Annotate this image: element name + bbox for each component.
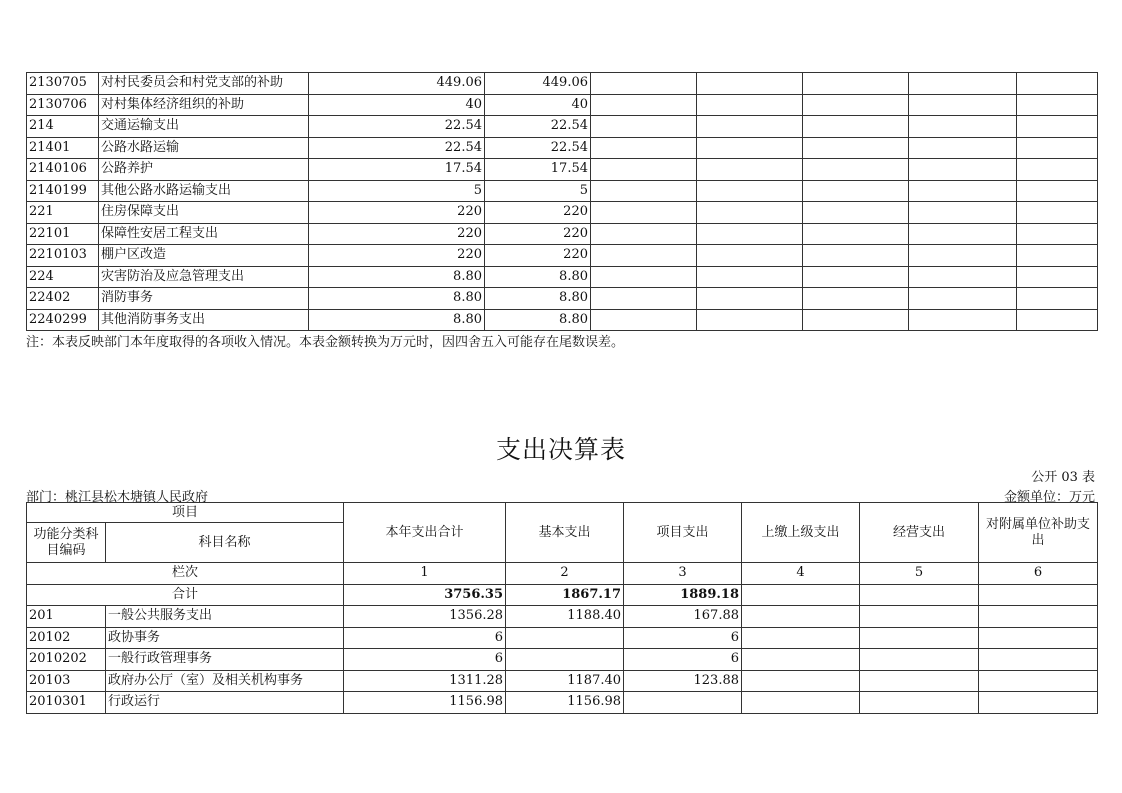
header-name: 科目名称 bbox=[106, 523, 344, 563]
amount-cell: 22.54 bbox=[485, 116, 591, 138]
table-row bbox=[27, 137, 1098, 159]
subject-code: 2010202 bbox=[27, 649, 106, 671]
amount-total: 1311.28 bbox=[344, 670, 506, 692]
column-index: 4 bbox=[742, 563, 860, 585]
amount-cell: 8.80 bbox=[309, 266, 485, 288]
amount-project: 167.88 bbox=[624, 606, 742, 628]
empty-cell bbox=[909, 266, 1017, 288]
empty-cell bbox=[591, 266, 697, 288]
column-index: 5 bbox=[860, 563, 979, 585]
header-code: 功能分类科目编码 bbox=[27, 523, 106, 563]
subject-name: 政协事务 bbox=[106, 627, 344, 649]
total-amount: 3756.35 bbox=[344, 584, 506, 606]
amount-cell: 22.54 bbox=[309, 116, 485, 138]
empty-cell bbox=[591, 223, 697, 245]
empty-cell bbox=[979, 584, 1098, 606]
subject-name: 灾害防治及应急管理支出 bbox=[99, 266, 309, 288]
subject-name: 行政运行 bbox=[106, 692, 344, 714]
income-table-continuation bbox=[26, 72, 1098, 331]
subject-name: 交通运输支出 bbox=[99, 116, 309, 138]
table-row bbox=[27, 288, 1098, 310]
column-index-label: 栏次 bbox=[27, 563, 344, 585]
empty-cell bbox=[803, 309, 909, 331]
empty-cell bbox=[860, 670, 979, 692]
empty-cell bbox=[591, 159, 697, 181]
empty-cell bbox=[591, 73, 697, 95]
amount-cell: 220 bbox=[309, 245, 485, 267]
empty-cell bbox=[697, 159, 803, 181]
column-index: 1 bbox=[344, 563, 506, 585]
amount-cell: 8.80 bbox=[309, 288, 485, 310]
empty-cell bbox=[1017, 266, 1098, 288]
amount-cell: 5 bbox=[485, 180, 591, 202]
empty-cell bbox=[591, 245, 697, 267]
empty-cell bbox=[697, 180, 803, 202]
page-title: 支出决算表 bbox=[495, 435, 626, 464]
amount-basic bbox=[506, 649, 624, 671]
empty-cell bbox=[1017, 245, 1098, 267]
empty-cell bbox=[591, 202, 697, 224]
table-note: 注：本表反映部门本年度取得的各项收入情况。本表金额转换为万元时，因四舍五入可能存在尾数误差。 bbox=[26, 335, 625, 350]
subject-name: 住房保障支出 bbox=[99, 202, 309, 224]
header-total: 本年支出合计 bbox=[344, 503, 506, 563]
empty-cell bbox=[803, 180, 909, 202]
empty-cell bbox=[742, 649, 860, 671]
empty-cell bbox=[742, 627, 860, 649]
subject-name: 保障性安居工程支出 bbox=[99, 223, 309, 245]
table-row bbox=[27, 180, 1098, 202]
amount-cell: 8.80 bbox=[309, 309, 485, 331]
empty-cell bbox=[1017, 288, 1098, 310]
empty-cell bbox=[909, 159, 1017, 181]
subject-name: 其他公路水路运输支出 bbox=[99, 180, 309, 202]
subject-code: 21401 bbox=[27, 137, 99, 159]
amount-cell: 220 bbox=[309, 223, 485, 245]
amount-total: 6 bbox=[344, 649, 506, 671]
table-row bbox=[27, 116, 1098, 138]
amount-total: 1356.28 bbox=[344, 606, 506, 628]
empty-cell bbox=[1017, 94, 1098, 116]
header-project-expense: 项目支出 bbox=[624, 503, 742, 563]
total-row bbox=[27, 584, 1098, 606]
empty-cell bbox=[1017, 180, 1098, 202]
table-row bbox=[27, 627, 1098, 649]
empty-cell bbox=[860, 584, 979, 606]
amount-basic: 1187.40 bbox=[506, 670, 624, 692]
empty-cell bbox=[742, 584, 860, 606]
subject-code: 2140199 bbox=[27, 180, 99, 202]
subject-code: 22101 bbox=[27, 223, 99, 245]
column-index: 2 bbox=[506, 563, 624, 585]
empty-cell bbox=[803, 288, 909, 310]
subject-code: 221 bbox=[27, 202, 99, 224]
column-index: 6 bbox=[979, 563, 1098, 585]
table-row bbox=[27, 670, 1098, 692]
empty-cell bbox=[1017, 202, 1098, 224]
empty-cell bbox=[803, 223, 909, 245]
amount-cell: 17.54 bbox=[309, 159, 485, 181]
subject-name: 棚户区改造 bbox=[99, 245, 309, 267]
empty-cell bbox=[803, 245, 909, 267]
empty-cell bbox=[697, 245, 803, 267]
column-index-row bbox=[27, 563, 1098, 585]
empty-cell bbox=[979, 692, 1098, 714]
empty-cell bbox=[803, 116, 909, 138]
empty-cell bbox=[979, 627, 1098, 649]
empty-cell bbox=[909, 309, 1017, 331]
amount-cell: 220 bbox=[485, 245, 591, 267]
empty-cell bbox=[697, 116, 803, 138]
subject-code: 2130705 bbox=[27, 73, 99, 95]
empty-cell bbox=[803, 73, 909, 95]
empty-cell bbox=[909, 116, 1017, 138]
empty-cell bbox=[697, 94, 803, 116]
empty-cell bbox=[697, 223, 803, 245]
empty-cell bbox=[979, 670, 1098, 692]
empty-cell bbox=[1017, 73, 1098, 95]
subject-code: 2210103 bbox=[27, 245, 99, 267]
empty-cell bbox=[742, 606, 860, 628]
expense-table bbox=[26, 502, 1098, 714]
amount-cell: 22.54 bbox=[485, 137, 591, 159]
table-row bbox=[27, 606, 1098, 628]
empty-cell bbox=[742, 670, 860, 692]
subject-code: 2240299 bbox=[27, 309, 99, 331]
header-row bbox=[27, 503, 1098, 523]
empty-cell bbox=[909, 223, 1017, 245]
subject-code: 201 bbox=[27, 606, 106, 628]
empty-cell bbox=[1017, 223, 1098, 245]
empty-cell bbox=[591, 116, 697, 138]
amount-cell: 449.06 bbox=[485, 73, 591, 95]
empty-cell bbox=[860, 692, 979, 714]
subject-name: 消防事务 bbox=[99, 288, 309, 310]
empty-cell bbox=[909, 245, 1017, 267]
subject-name: 对村集体经济组织的补助 bbox=[99, 94, 309, 116]
empty-cell bbox=[860, 627, 979, 649]
subject-code: 224 bbox=[27, 266, 99, 288]
amount-cell: 220 bbox=[309, 202, 485, 224]
empty-cell bbox=[697, 73, 803, 95]
empty-cell bbox=[591, 94, 697, 116]
empty-cell bbox=[803, 266, 909, 288]
empty-cell bbox=[909, 180, 1017, 202]
amount-project: 6 bbox=[624, 627, 742, 649]
empty-cell bbox=[1017, 159, 1098, 181]
empty-cell bbox=[909, 73, 1017, 95]
table-row bbox=[27, 692, 1098, 714]
header-project: 项目 bbox=[27, 503, 344, 523]
empty-cell bbox=[803, 202, 909, 224]
table-row bbox=[27, 309, 1098, 331]
empty-cell bbox=[909, 288, 1017, 310]
subject-code: 2010301 bbox=[27, 692, 106, 714]
subject-name: 其他消防事务支出 bbox=[99, 309, 309, 331]
amount-cell: 40 bbox=[485, 94, 591, 116]
subject-name: 一般行政管理事务 bbox=[106, 649, 344, 671]
header-superior: 上缴上级支出 bbox=[742, 503, 860, 563]
table-row bbox=[27, 245, 1098, 267]
amount-basic: 1188.40 bbox=[506, 606, 624, 628]
empty-cell bbox=[1017, 137, 1098, 159]
header-subsidy: 对附属单位补助支出 bbox=[979, 503, 1098, 563]
table-row bbox=[27, 202, 1098, 224]
empty-cell bbox=[803, 94, 909, 116]
amount-cell: 220 bbox=[485, 223, 591, 245]
header-basic: 基本支出 bbox=[506, 503, 624, 563]
amount-cell: 449.06 bbox=[309, 73, 485, 95]
amount-cell: 8.80 bbox=[485, 309, 591, 331]
empty-cell bbox=[697, 202, 803, 224]
form-number: 公开 03 表 bbox=[1031, 470, 1095, 485]
empty-cell bbox=[909, 137, 1017, 159]
subject-code: 2140106 bbox=[27, 159, 99, 181]
empty-cell bbox=[591, 180, 697, 202]
subject-code: 2130706 bbox=[27, 94, 99, 116]
amount-basic: 1156.98 bbox=[506, 692, 624, 714]
subject-name: 公路养护 bbox=[99, 159, 309, 181]
empty-cell bbox=[697, 266, 803, 288]
empty-cell bbox=[697, 137, 803, 159]
table-row bbox=[27, 159, 1098, 181]
amount-cell: 22.54 bbox=[309, 137, 485, 159]
subject-code: 22402 bbox=[27, 288, 99, 310]
table-row bbox=[27, 73, 1098, 95]
empty-cell bbox=[909, 202, 1017, 224]
amount-cell: 8.80 bbox=[485, 266, 591, 288]
column-index: 3 bbox=[624, 563, 742, 585]
amount-cell: 40 bbox=[309, 94, 485, 116]
empty-cell bbox=[591, 137, 697, 159]
amount-total: 6 bbox=[344, 627, 506, 649]
empty-cell bbox=[591, 288, 697, 310]
amount-total: 1156.98 bbox=[344, 692, 506, 714]
empty-cell bbox=[591, 309, 697, 331]
empty-cell bbox=[742, 692, 860, 714]
empty-cell bbox=[860, 649, 979, 671]
total-label: 合计 bbox=[27, 584, 344, 606]
empty-cell bbox=[697, 309, 803, 331]
amount-cell: 220 bbox=[485, 202, 591, 224]
amount-cell: 8.80 bbox=[485, 288, 591, 310]
table-row bbox=[27, 649, 1098, 671]
amount-project: 123.88 bbox=[624, 670, 742, 692]
table-row bbox=[27, 223, 1098, 245]
empty-cell bbox=[1017, 309, 1098, 331]
table-row bbox=[27, 266, 1098, 288]
amount-cell: 17.54 bbox=[485, 159, 591, 181]
subject-name: 政府办公厅（室）及相关机构事务 bbox=[106, 670, 344, 692]
empty-cell bbox=[803, 159, 909, 181]
empty-cell bbox=[909, 94, 1017, 116]
subject-name: 公路水路运输 bbox=[99, 137, 309, 159]
total-basic: 1867.17 bbox=[506, 584, 624, 606]
empty-cell bbox=[979, 649, 1098, 671]
subject-name: 对村民委员会和村党支部的补助 bbox=[99, 73, 309, 95]
empty-cell bbox=[860, 606, 979, 628]
subject-code: 214 bbox=[27, 116, 99, 138]
amount-project bbox=[624, 692, 742, 714]
total-project: 1889.18 bbox=[624, 584, 742, 606]
amount-project: 6 bbox=[624, 649, 742, 671]
header-business: 经营支出 bbox=[860, 503, 979, 563]
empty-cell bbox=[979, 606, 1098, 628]
department-label: 部门：桃江县松木塘镇人民政府 bbox=[26, 490, 209, 505]
subject-code: 20103 bbox=[27, 670, 106, 692]
empty-cell bbox=[803, 137, 909, 159]
subject-code: 20102 bbox=[27, 627, 106, 649]
amount-basic bbox=[506, 627, 624, 649]
amount-cell: 5 bbox=[309, 180, 485, 202]
empty-cell bbox=[697, 288, 803, 310]
table-row bbox=[27, 94, 1098, 116]
empty-cell bbox=[1017, 116, 1098, 138]
subject-name: 一般公共服务支出 bbox=[106, 606, 344, 628]
unit-label: 金额单位：万元 bbox=[1003, 490, 1095, 505]
